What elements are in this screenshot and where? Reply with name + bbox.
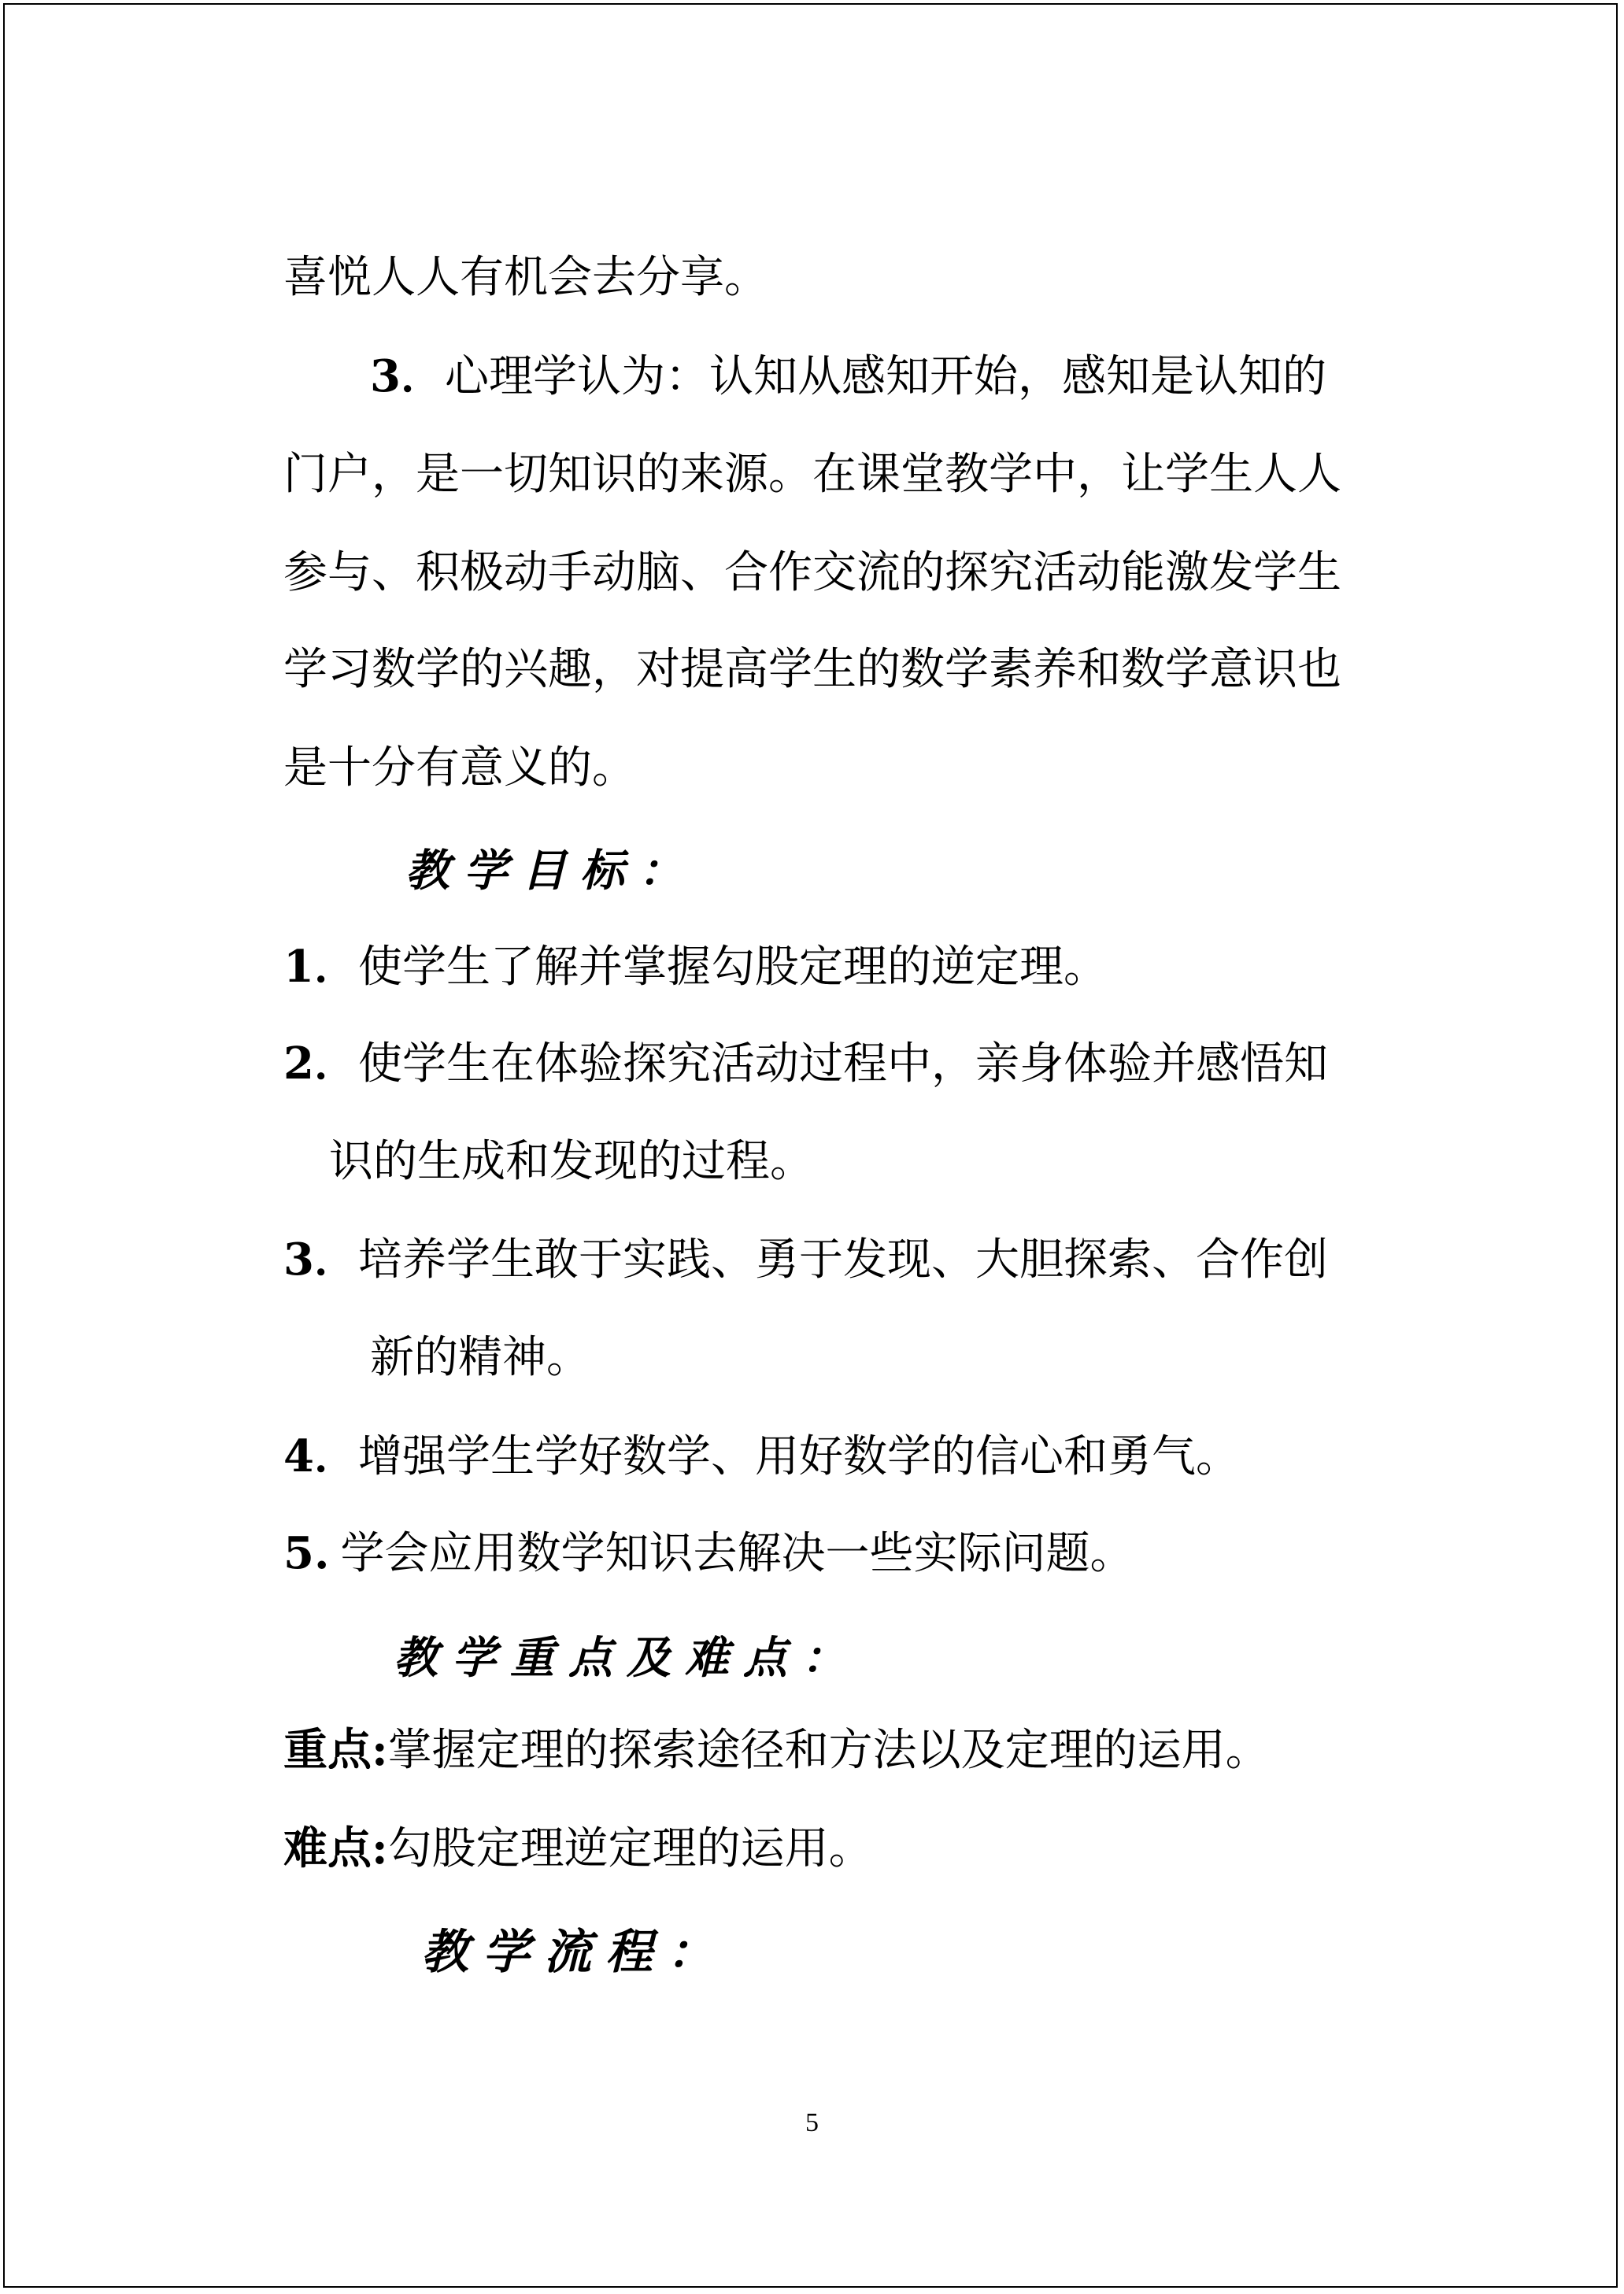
paragraph-text: 参与、积极动手动脑、合作交流的探究活动能激发学生	[283, 547, 1341, 598]
text-line	[283, 547, 1341, 598]
goal-item	[283, 1234, 1328, 1286]
goal-text: 使学生了解并掌握勾股定理的逆定理。	[357, 942, 1108, 993]
section-heading-goals: 教学目标：	[405, 845, 697, 897]
goal-number: 5.	[283, 1527, 330, 1579]
paragraph-text: 心理学认为：认知从感知开始，感知是认知的	[444, 351, 1326, 402]
goal-item	[283, 1430, 1240, 1482]
goal-text: 新的精神。	[370, 1332, 590, 1383]
paragraph-text: 门户，是一切知识的来源。在课堂教学中，让学生人人	[283, 449, 1341, 500]
intro-line: 喜悦人人有机会去分享。	[283, 252, 768, 303]
page-number: 5	[805, 2108, 819, 2137]
goal-item	[283, 1527, 1134, 1579]
goal-item	[283, 941, 1108, 993]
goal-number: 4．	[283, 1430, 358, 1482]
goal-text: 增强学生学好数学、用好数学的信心和勇气。	[357, 1431, 1240, 1482]
difficult-point	[283, 1822, 873, 1874]
goal-text: 使学生在体验探究活动过程中，亲身体验并感悟知	[357, 1038, 1328, 1090]
goal-item-continuation	[329, 1136, 814, 1187]
paragraph-number: 3．	[370, 350, 445, 402]
text-line	[283, 449, 1341, 500]
section-heading-keypoints: 教学重点及难点：	[394, 1632, 860, 1684]
goal-number: 3．	[283, 1234, 358, 1286]
goal-item	[283, 1038, 1328, 1090]
goal-item-continuation	[370, 1332, 590, 1383]
paragraph-text: 是十分有意义的。	[283, 742, 636, 794]
text-line	[283, 252, 768, 303]
difficult-text: 勾股定理逆定理的运用。	[387, 1823, 873, 1874]
section-heading-process: 教学流程：	[421, 1925, 728, 1980]
paragraph-text: 学习数学的兴趣，对提高学生的数学素养和数学意识也	[283, 644, 1341, 695]
goal-text: 识的生成和发现的过程。	[329, 1136, 814, 1187]
difficult-label: 难点:	[283, 1822, 388, 1874]
key-label: 重点:	[283, 1724, 388, 1776]
goal-number: 1．	[283, 941, 358, 993]
key-point	[283, 1724, 1270, 1776]
text-line	[283, 742, 636, 794]
paragraph-3-first-line	[370, 350, 1326, 402]
goal-text: 培养学生敢于实践、勇于发现、大胆探索、合作创	[357, 1234, 1328, 1286]
text-line	[283, 644, 1341, 695]
goal-text: 学会应用数学知识去解决一些实际问题。	[340, 1528, 1134, 1579]
key-text: 掌握定理的探索途径和方法以及定理的运用。	[387, 1725, 1270, 1776]
goal-number: 2．	[283, 1038, 358, 1090]
